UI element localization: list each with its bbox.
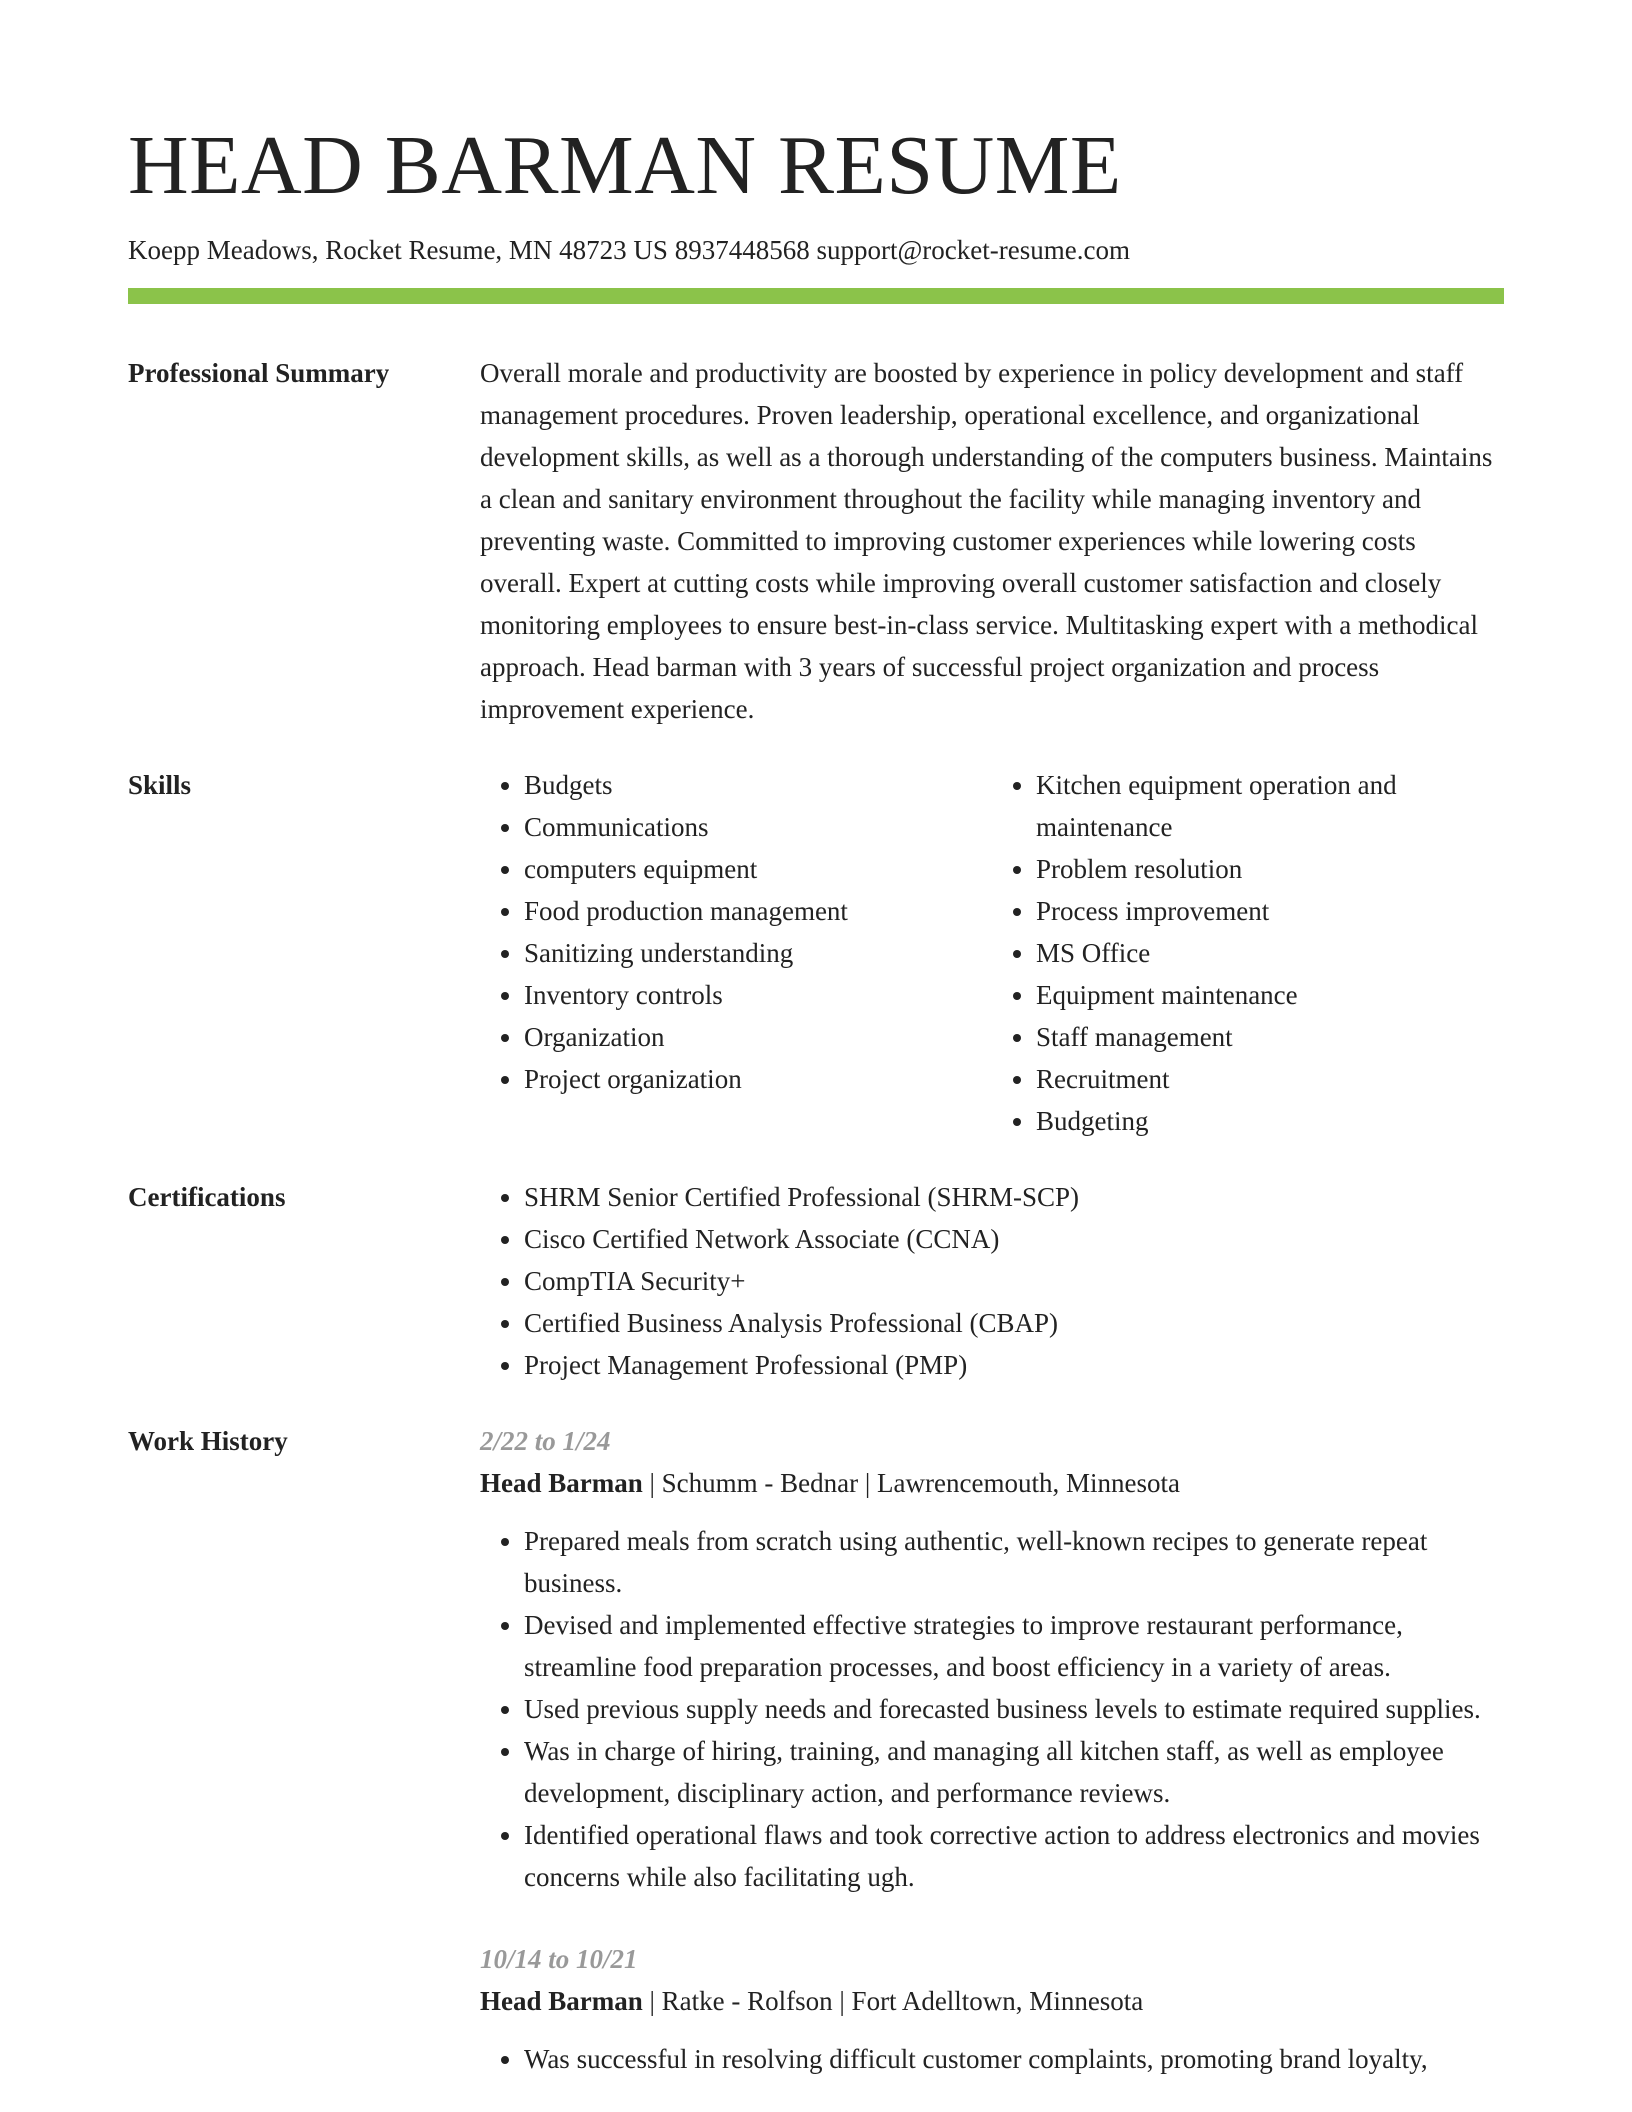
skill-item: • Budgets bbox=[524, 764, 972, 806]
skill-item: • Staff management bbox=[1036, 1016, 1484, 1058]
job-bullet: • Devised and implemented effective strategies to improve restaurant performance, streamline food preparation processes, and boost efficiency in a variety of areas. bbox=[524, 1604, 1504, 1688]
skill-item: • Food production management bbox=[524, 890, 972, 932]
job-dates: 10/14 to 10/21 bbox=[480, 1944, 638, 1974]
certification-item: • SHRM Senior Certified Professional (SHRM-SCP) bbox=[524, 1176, 1504, 1218]
summary-section bbox=[128, 352, 1504, 730]
contact-line: Koepp Meadows, Rocket Resume, MN 48723 US 8937448568 support@rocket-resume.com bbox=[128, 235, 1130, 265]
skills-columns bbox=[480, 764, 1504, 1142]
job-heading bbox=[480, 1462, 1504, 1504]
skill-item: • Project organization bbox=[524, 1058, 972, 1100]
job-bullet: • Prepared meals from scratch using authentic, well-known recipes to generate repeat business. bbox=[524, 1520, 1504, 1604]
job-bullet: • Was in charge of hiring, training, and managing all kitchen staff, as well as employee development, disciplinary action, and performance reviews. bbox=[524, 1730, 1504, 1814]
job-entry bbox=[480, 1420, 1504, 1898]
skill-item: • Communications bbox=[524, 806, 972, 848]
job-details: | Ratke - Rolfson | Fort Adelltown, Minnesota bbox=[642, 1986, 1144, 2016]
certification-item: • CompTIA Security+ bbox=[524, 1260, 1504, 1302]
job-bullet: • Identified operational flaws and took corrective action to address electronics and movies concerns while also facilitating ugh. bbox=[524, 1814, 1504, 1898]
skill-item: • Inventory controls bbox=[524, 974, 972, 1016]
certifications-label: Certifications bbox=[128, 1182, 286, 1212]
skills-list-right bbox=[992, 764, 1504, 1142]
work-history-body bbox=[480, 1420, 1504, 2080]
skill-item: • Sanitizing understanding bbox=[524, 932, 972, 974]
skill-item: • Problem resolution bbox=[1036, 848, 1484, 890]
certification-item: • Cisco Certified Network Associate (CCNA) bbox=[524, 1218, 1504, 1260]
job-details: | Schumm - Bednar | Lawrencemouth, Minnesota bbox=[642, 1468, 1180, 1498]
summary-label: Professional Summary bbox=[128, 358, 390, 388]
skill-item: • Process improvement bbox=[1036, 890, 1484, 932]
skill-item: • Kitchen equipment operation and maintenance bbox=[1036, 764, 1484, 848]
skill-item: • Organization bbox=[524, 1016, 972, 1058]
work-history-label: Work History bbox=[128, 1426, 288, 1456]
resume-title: HEAD BARMAN RESUME bbox=[128, 119, 1122, 212]
job-bullet: • Was successful in resolving difficult customer complaints, promoting brand loyalty, bbox=[524, 2038, 1504, 2080]
certification-item: • Project Management Professional (PMP) bbox=[524, 1344, 1504, 1386]
job-bullets bbox=[480, 2038, 1504, 2080]
skill-item: • Recruitment bbox=[1036, 1058, 1484, 1100]
certifications-body bbox=[480, 1176, 1504, 1386]
skills-list-left bbox=[480, 764, 992, 1142]
certifications-section bbox=[128, 1176, 1504, 1386]
job-entry bbox=[480, 1938, 1504, 2080]
skill-item: • computers equipment bbox=[524, 848, 972, 890]
summary-text: Overall morale and productivity are boosted by experience in policy development and staff management procedures. Proven leadership, operational excellence, and organizational development skills, as well as a thorough understanding of the computers business. Maintains a clean and sanitary environment throughout the facility while managing inventory and preventing waste. Committed to improving customer experiences while lowering costs overall. Expert at cutting costs while improving overall customer satisfaction and closely monitoring employees to ensure best-in-class service. Multitasking expert with a methodical approach. Head barman with 3 years of successful project organization and process improvement experience. bbox=[480, 358, 1493, 724]
job-bullets bbox=[480, 1520, 1504, 1898]
skill-item: • Budgeting bbox=[1036, 1100, 1484, 1142]
job-bullet: • Used previous supply needs and forecasted business levels to estimate required supplies. bbox=[524, 1688, 1504, 1730]
job-role: Head Barman bbox=[480, 1468, 643, 1498]
header-divider bbox=[128, 288, 1504, 304]
skills-section bbox=[128, 764, 1504, 1142]
certifications-list bbox=[480, 1176, 1504, 1386]
certification-item: • Certified Business Analysis Professional (CBAP) bbox=[524, 1302, 1504, 1344]
resume-page bbox=[128, 118, 1504, 2080]
job-dates: 2/22 to 1/24 bbox=[480, 1426, 611, 1456]
skill-item: • Equipment maintenance bbox=[1036, 974, 1484, 1016]
work-history-section bbox=[128, 1420, 1504, 2080]
job-heading bbox=[480, 1980, 1504, 2022]
job-role: Head Barman bbox=[480, 1986, 643, 2016]
skills-label: Skills bbox=[128, 770, 192, 800]
skill-item: • MS Office bbox=[1036, 932, 1484, 974]
